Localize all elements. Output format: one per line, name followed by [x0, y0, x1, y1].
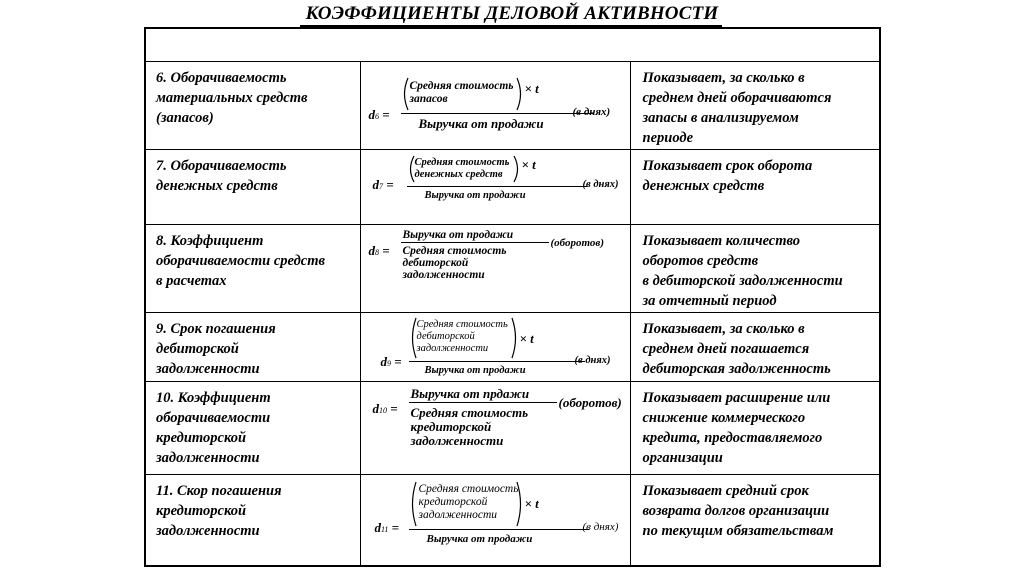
formula-symbol — [381, 355, 402, 371]
ratio-name-line: денежных средств — [156, 177, 278, 194]
description-line: организации — [642, 449, 723, 466]
formula-unit: (в днях) — [582, 520, 619, 533]
symbol-index: 7 — [379, 181, 383, 191]
denominator-line: кредиторской — [410, 418, 492, 434]
description-line: Показывает, за сколько в — [642, 69, 805, 86]
ratio-name-line: задолженности — [156, 522, 260, 539]
formula-cell — [360, 312, 630, 381]
ratio-name-line: задолженности — [156, 360, 260, 377]
symbol-index: 11 — [381, 524, 389, 534]
times-t: × t — [521, 156, 536, 172]
table-row — [145, 61, 880, 149]
description-line: по текущим обязательствам — [642, 522, 834, 539]
equals-sign: = — [382, 242, 390, 258]
ratio-name-line: кредиторской — [156, 429, 247, 446]
times-t: × t — [519, 330, 534, 346]
fraction-bar — [401, 113, 593, 114]
ratio-name-line: в расчетах — [156, 272, 227, 289]
denominator: Выручка от продажи — [424, 189, 526, 201]
ratio-description-cell — [630, 61, 880, 149]
page-title: КОЭФФИЦИЕНТЫ ДЕЛОВОЙ АКТИВНОСТИ — [305, 3, 719, 24]
symbol-letter: d — [372, 176, 379, 192]
fraction-bar — [401, 242, 549, 243]
numerator-line: задолженности — [416, 342, 489, 354]
table-row — [145, 474, 880, 566]
description-line: кредита, предоставляемого — [642, 429, 823, 446]
numerator-line: задолженности — [418, 508, 498, 521]
ratio-name-cell — [145, 61, 360, 149]
fraction-bar — [409, 529, 589, 530]
ratio-name-cell — [145, 312, 360, 381]
description-line: денежных средств — [642, 177, 765, 194]
description-line: Показывает средний срок — [642, 482, 809, 499]
formula-cell — [360, 474, 630, 566]
formula-unit: (оборотов) — [550, 236, 604, 249]
formula-unit: (в днях) — [572, 105, 611, 118]
ratio-description-cell — [630, 224, 880, 312]
ratio-description-cell — [630, 381, 880, 474]
denominator-line: Средняя стоимость — [402, 244, 507, 257]
table-row — [145, 312, 880, 381]
symbol-letter: d — [368, 242, 375, 258]
numerator-line: Выручка от продажи — [402, 228, 514, 241]
description-line: периоде — [642, 129, 694, 146]
ratio-description-cell — [630, 312, 880, 381]
table-empty-header-row — [145, 28, 880, 61]
ratio-name-line: 11. Скор погашения — [156, 482, 282, 499]
right-paren-icon — [516, 77, 524, 111]
ratio-name-line: материальных средств — [156, 89, 308, 106]
symbol-letter: d — [374, 519, 381, 535]
symbol-index: 10 — [379, 405, 387, 415]
description-line: оборотов средств — [642, 252, 759, 269]
numerator-line: Средняя стоимость — [414, 156, 510, 168]
formula-symbol — [369, 244, 390, 260]
denominator-line: Средняя стоимость — [410, 404, 529, 420]
right-paren-icon — [511, 317, 519, 359]
description-line: запасы в анализируемом — [642, 109, 799, 126]
table-row — [145, 224, 880, 312]
times-t: × t — [524, 80, 539, 96]
denominator: Выручка от продажи — [424, 364, 526, 376]
denominator-line: задолженности — [402, 268, 485, 281]
equals-sign: = — [391, 519, 400, 535]
formula-unit: (оборотов) — [558, 394, 622, 410]
formula-symbol — [373, 402, 398, 418]
description-line: среднем дней оборачиваются — [642, 89, 832, 106]
description-line: снижение коммерческого — [642, 409, 806, 426]
description-line: дебиторская задолженность — [642, 360, 831, 377]
ratio-name-cell — [145, 149, 360, 224]
symbol-index: 8 — [375, 247, 379, 257]
numerator-line: Выручка от прдажи — [410, 385, 530, 401]
ratio-name-line: 8. Коэффициент — [156, 232, 264, 249]
empty-header-cell — [145, 28, 880, 61]
ratio-name-cell — [145, 224, 360, 312]
formula-unit: (в днях) — [574, 354, 611, 366]
ratio-name-line: 10. Коэффициент — [156, 389, 271, 406]
formula-symbol — [375, 521, 400, 537]
formula-cell — [360, 381, 630, 474]
ratios-table — [144, 27, 881, 567]
formula-cell — [360, 149, 630, 224]
description-line: Показывает, за сколько в — [642, 320, 805, 337]
ratio-name-line: 6. Оборачиваемость — [156, 69, 287, 86]
table-row — [145, 149, 880, 224]
equals-sign: = — [386, 176, 394, 192]
numerator-line: Средняя стоимость — [409, 79, 514, 92]
formula-symbol — [373, 178, 394, 194]
description-line: Показывает срок оборота — [642, 157, 813, 174]
symbol-letter: d — [368, 106, 375, 122]
left-paren-icon — [407, 155, 415, 183]
formula-cell — [360, 224, 630, 312]
numerator-line: денежных средств — [414, 168, 503, 180]
description-line: среднем дней погашается — [642, 340, 810, 357]
numerator-line: кредиторской — [418, 495, 488, 508]
symbol-index: 6 — [375, 111, 379, 121]
equals-sign: = — [390, 400, 398, 416]
numerator-line: Средняя стоимость — [416, 318, 508, 330]
ratio-name-line: 7. Оборачиваемость — [156, 157, 287, 174]
ratio-name-line: (запасов) — [156, 109, 214, 126]
ratio-name-cell — [145, 381, 360, 474]
ratio-description-cell — [630, 149, 880, 224]
left-paren-icon — [409, 481, 417, 527]
ratio-name-line: кредиторской — [156, 502, 247, 519]
left-paren-icon — [409, 317, 417, 359]
left-paren-icon — [401, 77, 409, 111]
table-row — [145, 381, 880, 474]
formula-unit: (в днях) — [582, 178, 619, 190]
denominator: Выручка от продажи — [426, 532, 533, 545]
right-paren-icon — [513, 155, 521, 183]
ratio-name-cell — [145, 474, 360, 566]
fraction-bar — [407, 186, 587, 187]
symbol-letter: d — [380, 353, 387, 369]
description-line: возврата долгов организации — [642, 502, 830, 519]
ratio-description-cell — [630, 474, 880, 566]
numerator-line: запасов — [409, 92, 448, 105]
numerator-line: дебиторской — [416, 330, 475, 342]
right-paren-icon — [516, 481, 524, 527]
denominator: Выручка от продажи — [418, 115, 544, 131]
ratio-name-line: оборачиваемости — [156, 409, 271, 426]
times-t: × t — [524, 495, 539, 511]
denominator-line: задолженности — [410, 432, 504, 448]
formula-symbol — [369, 108, 390, 124]
ratio-name-line: 9. Срок погашения — [156, 320, 276, 337]
numerator-line: Средняя стоимость — [418, 482, 519, 495]
ratio-name-line: задолженности — [156, 449, 260, 466]
description-line: Показывает расширение или — [642, 389, 831, 406]
ratio-name-line: оборачиваемости средств — [156, 252, 325, 269]
description-line: за отчетный период — [642, 292, 777, 309]
fraction-bar — [409, 402, 557, 403]
fraction-bar — [409, 361, 585, 362]
symbol-letter: d — [372, 400, 379, 416]
equals-sign: = — [394, 353, 402, 369]
equals-sign: = — [382, 106, 390, 122]
description-line: в дебиторской задолженности — [642, 272, 843, 289]
denominator-line: дебиторской — [402, 256, 469, 269]
formula-cell — [360, 61, 630, 149]
symbol-index: 9 — [387, 358, 391, 368]
description-line: Показывает количество — [642, 232, 801, 249]
ratio-name-line: дебиторской — [156, 340, 239, 357]
